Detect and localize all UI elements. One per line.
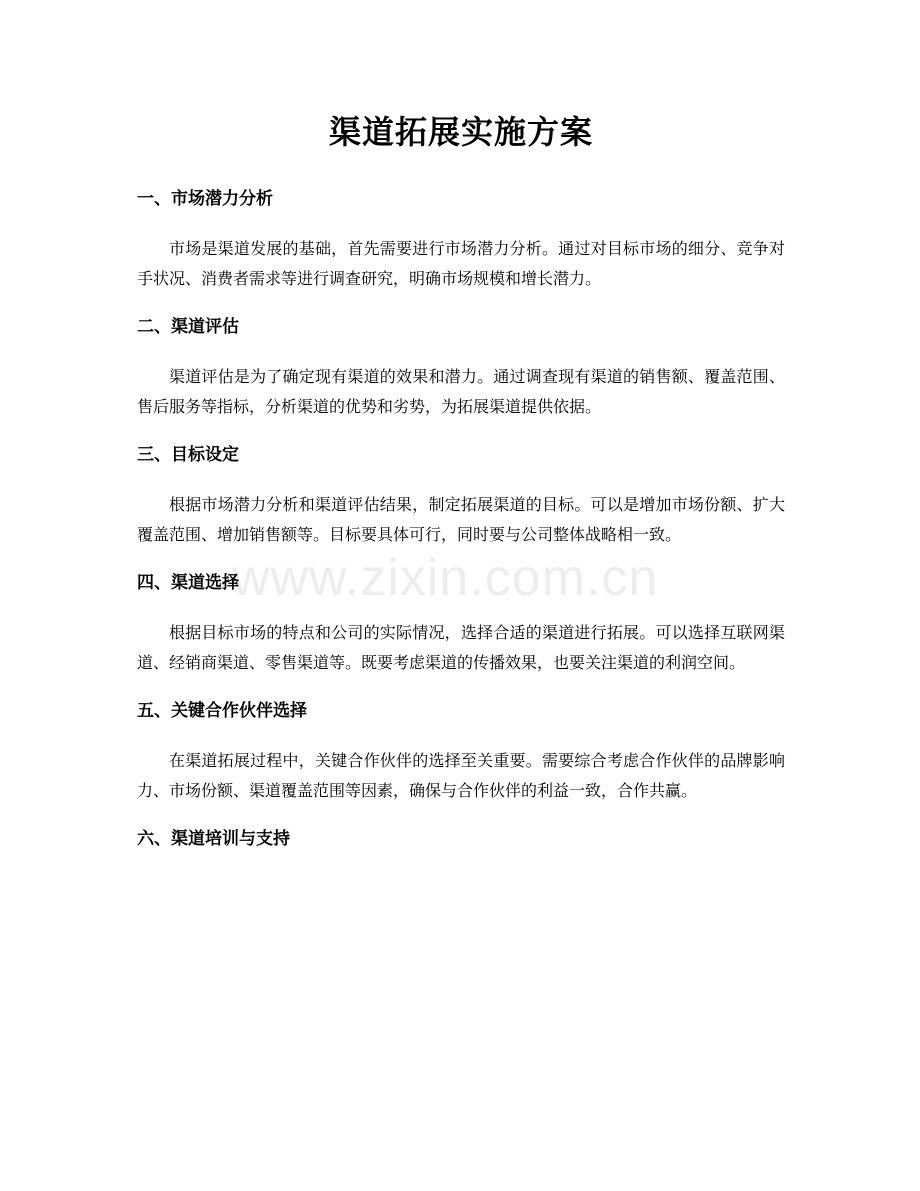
section-heading-3: 三、目标设定 xyxy=(137,445,239,465)
section-heading-4: 四、渠道选择 xyxy=(137,573,239,593)
section-heading-6: 六、渠道培训与支持 xyxy=(137,829,290,849)
section-body-3: 根据市场潜力分析和渠道评估结果，制定拓展渠道的目标。可以是增加市场份额、扩大覆盖范围、增加销售额等。目标要具体可行，同时要与公司整体战略相一致。 xyxy=(137,495,785,544)
section-body-5: 在渠道拓展过程中，关键合作伙伴的选择至关重要。需要综合考虑合作伙伴的品牌影响力、市场份额、渠道覆盖范围等因素，确保与合作伙伴的利益一致，合作共赢。 xyxy=(137,751,785,800)
section-heading-5: 五、关键合作伙伴选择 xyxy=(137,701,307,721)
section-body-2: 渠道评估是为了确定现有渠道的效果和潜力。通过调查现有渠道的销售额、覆盖范围、售后服务等指标，分析渠道的优势和劣势，为拓展渠道提供依据。 xyxy=(137,367,785,416)
section-body-4: 根据目标市场的特点和公司的实际情况，选择合适的渠道进行拓展。可以选择互联网渠道、经销商渠道、零售渠道等。既要考虑渠道的传播效果，也要关注渠道的利润空间。 xyxy=(137,623,785,672)
watermark: www.zixin.com.cn xyxy=(232,549,659,607)
document-title: 渠道拓展实施方案 xyxy=(328,113,593,151)
section-body-1: 市场是渠道发展的基础，首先需要进行市场潜力分析。通过对目标市场的细分、竞争对手状况、消费者需求等进行调查研究，明确市场规模和增长潜力。 xyxy=(137,239,785,288)
section-heading-1: 一、市场潜力分析 xyxy=(137,189,273,209)
section-heading-2: 二、渠道评估 xyxy=(137,317,239,337)
